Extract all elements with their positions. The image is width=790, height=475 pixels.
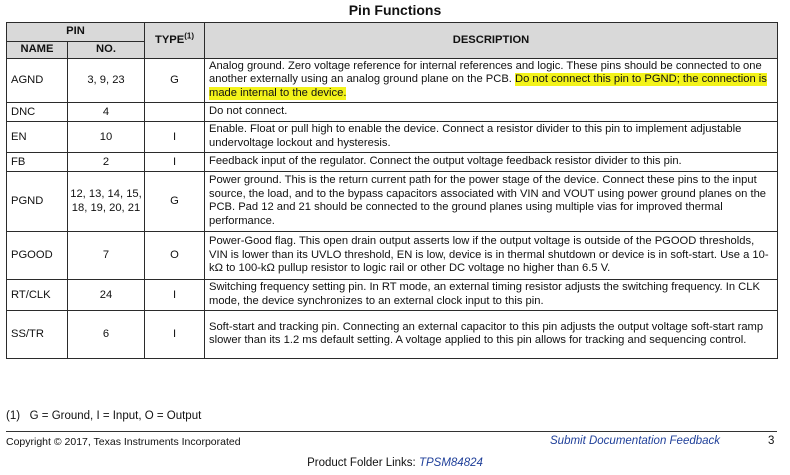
pin-description: Feedback input of the regulator. Connect the output voltage feedback resistor divider to this pin. <box>205 153 778 172</box>
pin-type: I <box>145 122 205 153</box>
product-folder-links <box>0 457 790 469</box>
pin-type: O <box>145 232 205 280</box>
table-row <box>7 311 778 359</box>
pin-number: 24 <box>68 280 145 311</box>
pin-name: RT/CLK <box>7 280 68 311</box>
pin-description: Power-Good flag. This open drain output asserts low if the output voltage is outside of the PGOOD thresholds, VIN is lower than its UVLO threshold, EN is low, device is in thermal shutdown or device is in soft-start. Use a 10-kΩ to 100-kΩ pullup resistor to logic rail or other DC voltage no higher than 6.5 V. <box>205 232 778 280</box>
type-footnote: (1) G = Ground, I = Input, O = Output <box>6 410 202 422</box>
section-title: Pin Functions <box>348 2 442 18</box>
pin-number: 2 <box>68 153 145 172</box>
name-header: NAME <box>7 42 68 59</box>
footer-divider <box>6 431 777 432</box>
pin-type: I <box>145 280 205 311</box>
pin-number: 12, 13, 14, 15, 18, 19, 20, 21 <box>68 172 145 232</box>
pin-name: PGOOD <box>7 232 68 280</box>
table-row <box>7 172 778 232</box>
table-row <box>7 232 778 280</box>
table-row <box>7 280 778 311</box>
pin-functions-table <box>6 22 778 359</box>
pin-description: Do not connect. <box>205 103 778 122</box>
pin-number: 3, 9, 23 <box>68 59 145 103</box>
product-link[interactable]: TPSM84824 <box>418 457 483 469</box>
pin-name: DNC <box>7 103 68 122</box>
table-row <box>7 153 778 172</box>
page-number: 3 <box>768 435 775 447</box>
pin-description <box>205 59 778 103</box>
type-header-label: TYPE <box>154 33 185 46</box>
description-header: DESCRIPTION <box>205 23 778 59</box>
description-text: Analog ground. Zero voltage reference for internal references and logic. These pins should be connected to one another externally using an analog ground plane on the PCB. <box>209 60 762 86</box>
pin-type: I <box>145 311 205 359</box>
type-header <box>145 23 205 59</box>
pin-description: Enable. Float or pull high to enable the device. Connect a resistor divider to this pin to implement adjustable undervoltage lockout and hysteresis. <box>205 122 778 153</box>
pin-number: 10 <box>68 122 145 153</box>
pin-name: EN <box>7 122 68 153</box>
pin-type: G <box>145 172 205 232</box>
submit-feedback-link[interactable]: Submit Documentation Feedback <box>550 435 721 447</box>
pin-type: G <box>145 59 205 103</box>
pin-header: PIN <box>7 23 145 42</box>
pin-description: Soft-start and tracking pin. Connecting an external capacitor to this pin adjusts the output voltage soft-start ramp slower than its 1.2 ms default setting. A voltage applied to this pin allows for tracking and sequencing control. <box>205 311 778 359</box>
pin-type <box>145 103 205 122</box>
highlighted-text: Do not connect this pin to PGND; the connection is made internal to the device. <box>209 73 767 99</box>
pin-description: Switching frequency setting pin. In RT mode, an external timing resistor adjusts the switching frequency. In CLK mode, the device synchronizes to an external clock input to this pin. <box>205 280 778 311</box>
pin-name: SS/TR <box>7 311 68 359</box>
table-row <box>7 122 778 153</box>
product-folder-label: Product Folder Links: <box>307 457 419 469</box>
copyright-text: Copyright © 2017, Texas Instruments Incorporated <box>6 436 241 448</box>
table-row <box>7 59 778 103</box>
pin-description: Power ground. This is the return current path for the power stage of the device. Connect these pins to the input source, the load, and to the bypass capacitors associated with VIN and VOUT using power ground planes on the PCB. Pad 12 and 21 should be connected to the ground planes using multiple vias for improved thermal performance. <box>205 172 778 232</box>
number-header: NO. <box>68 42 145 59</box>
pin-number: 6 <box>68 311 145 359</box>
type-footnote-ref: (1) <box>184 31 194 41</box>
pin-number: 7 <box>68 232 145 280</box>
pin-number: 4 <box>68 103 145 122</box>
pin-type: I <box>145 153 205 172</box>
table-row <box>7 103 778 122</box>
pin-name: AGND <box>7 59 68 103</box>
pin-name: PGND <box>7 172 68 232</box>
pin-name: FB <box>7 153 68 172</box>
